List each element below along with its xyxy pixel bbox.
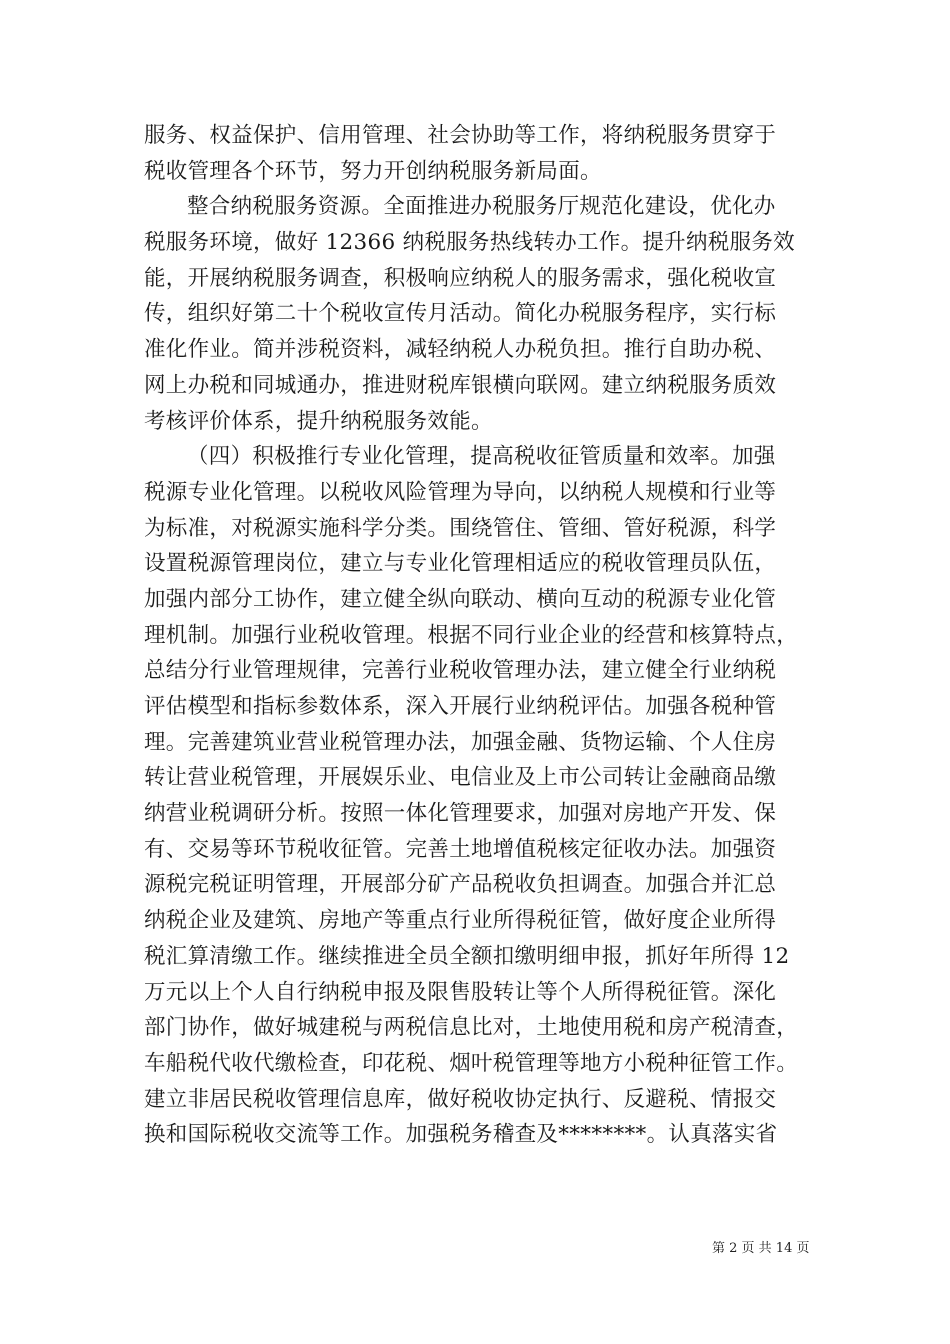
text-line: 准化作业。简并涉税资料，减轻纳税人办税负担。推行自助办税、	[144, 337, 777, 363]
text-line: 转让营业税管理，开展娱乐业、电信业及上市公司转让金融商品缴	[144, 765, 777, 791]
text-line: 税收管理各个环节，努力开创纳税服务新局面。	[144, 158, 602, 184]
text-line: 有、交易等环节税收征管。完善土地增值税核定征收办法。加强资	[144, 836, 777, 862]
text-line: 设置税源管理岗位，建立与专业化管理相适应的税收管理员队伍，	[144, 551, 777, 577]
text-line: 纳营业税调研分析。按照一体化管理要求，加强对房地产开发、保	[144, 801, 777, 827]
text-line: 加强内部分工协作，建立健全纵向联动、横向互动的税源专业化管	[144, 586, 777, 612]
text-line: 税服务环境，做好 12366 纳税服务热线转办工作。提升纳税服务效	[144, 230, 795, 256]
text-line: 税汇算清缴工作。继续推进全员全额扣缴明细申报，抓好年所得 12	[144, 943, 790, 969]
text-line: 源税完税证明管理，开展部分矿产品税收负担调查。加强合并汇总	[144, 872, 777, 898]
paragraph-start-line: （四）积极推行专业化管理，提高税收征管质量和效率。加强	[187, 444, 776, 470]
text-line: 能，开展纳税服务调查，积极响应纳税人的服务需求，强化税收宣	[144, 265, 777, 291]
text-line: 建立非居民税收管理信息库，做好税收协定执行、反避税、情报交	[144, 1086, 777, 1112]
text-line: 税源专业化管理。以税收风险管理为导向，以纳税人规模和行业等	[144, 479, 777, 505]
text-line: 纳税企业及建筑、房地产等重点行业所得税征管，做好度企业所得	[144, 908, 777, 934]
text-line: 考核评价体系，提升纳税服务效能。	[144, 408, 493, 434]
text-line: 传，组织好第二十个税收宣传月活动。简化办税服务程序，实行标	[144, 301, 777, 327]
document-body	[144, 118, 824, 1153]
paragraph-start-line: 整合纳税服务资源。全面推进办税服务厅规范化建设，优化办	[187, 194, 776, 220]
text-line: 总结分行业管理规律，完善行业税收管理办法，建立健全行业纳税	[144, 658, 777, 684]
text-line: 为标准，对税源实施科学分类。围绕管住、管细、管好税源，科学	[144, 515, 777, 541]
text-line: 万元以上个人自行纳税申报及限售股转让等个人所得税征管。深化	[144, 979, 777, 1005]
text-line: 服务、权益保护、信用管理、社会协助等工作，将纳税服务贯穿于	[144, 123, 777, 148]
text-line: 部门协作，做好城建税与两税信息比对，土地使用税和房产税清查，	[144, 1015, 799, 1041]
text-line: 换和国际税收交流等工作。加强税务稽查及********。认真落实省	[144, 1122, 778, 1148]
text-line: 理机制。加强行业税收管理。根据不同行业企业的经营和核算特点，	[144, 622, 799, 648]
text-line: 网上办税和同城通办，推进财税库银横向联网。建立纳税服务质效	[144, 372, 777, 398]
text-line: 理。完善建筑业营业税管理办法，加强金融、货物运输、个人住房	[144, 729, 777, 755]
text-line: 车船税代收代缴检查，印花税、烟叶税管理等地方小税种征管工作。	[144, 1050, 799, 1076]
page-number-footer: 第 2 页 共 14 页	[712, 1241, 810, 1256]
text-line: 评估模型和指标参数体系，深入开展行业纳税评估。加强各税种管	[144, 694, 777, 719]
